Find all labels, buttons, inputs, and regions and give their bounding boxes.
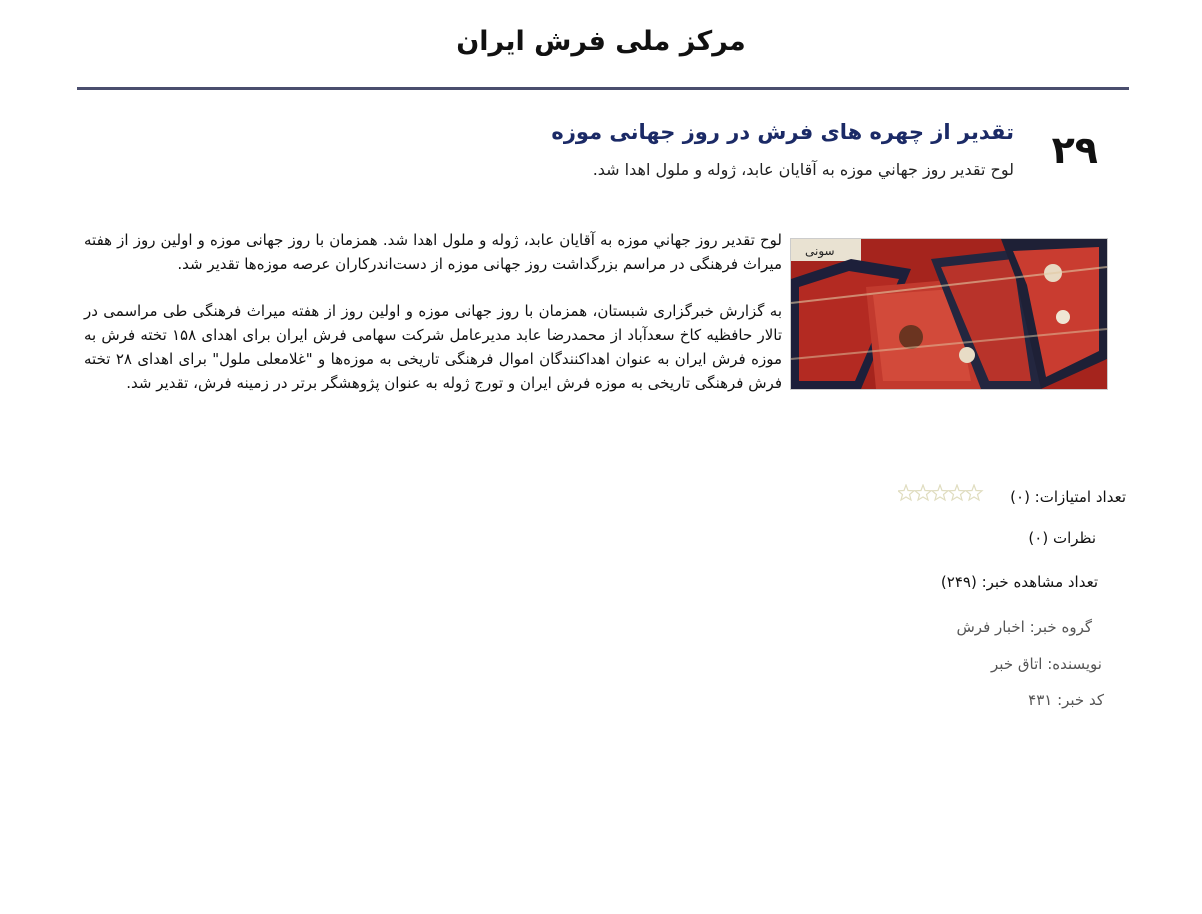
svg-text:ﺳﻮﻧﯽ: ﺳﻮﻧﯽ <box>805 244 835 258</box>
news-author: نویسنده: اتاق خبر <box>991 655 1102 673</box>
article-body <box>84 228 1112 418</box>
news-group: گروه خبر: اخبار فرش <box>956 618 1092 636</box>
article-paragraph-1: لوح تقدیر روز جهاني موزه به آقایان عابد، ژوله و ملول اهدا شد. همزمان با روز جهانی موزه و اولین روز از هفته میراث فرهنگی در مراسم بزرگداشت روز جهانی موزه از دست‌اندرکاران عرصه موزه‌ها تقدیر شد. <box>84 231 782 273</box>
news-code: کد خبر: ۴۳۱ <box>1028 691 1104 709</box>
star-icon <box>932 485 948 500</box>
site-title: مرکز ملی فرش ایران <box>456 26 746 57</box>
image-spacer <box>782 228 1112 396</box>
star-icon <box>898 485 914 500</box>
ratings-count: تعداد امتیازات: (۰) <box>1010 488 1126 506</box>
article-paragraph-2: به گزارش خبرگزاری شبستان، همزمان با روز جهانی موزه و اولین روز از هفته میراث فرهنگی طی مراسمی در تالار حافظیه کاخ سعدآباد از محمدرضا عابد مدیرعامل شرکت سهامی فرش ایران برای اهدای ۱۵۸ تخته فرش به موزه فرش ایران به عنوان اهداکنندگان اموال فرهنگی تاریخی به موزه‌ها و "غلامعلی ملول" برای اهدای ۲۸ تخته فرش فرهنگی تاریخی به موزه فرش ایران و تورج ژوله به عنوان پژوهشگر برتر در زمینه فرش، تقدیر شد. <box>84 302 782 392</box>
article-headline[interactable]: تقدیر از چهره های فرش در روز جهانی موزه <box>551 120 1014 144</box>
article-lead: لوح تقدیر روز جهاني موزه به آقایان عابد، ژوله و ملول اهدا شد. <box>592 160 1014 179</box>
star-icon <box>949 485 965 500</box>
page-number: ۲۹ <box>1051 128 1098 172</box>
views-count: تعداد مشاهده خبر: (۲۴۹) <box>940 573 1098 591</box>
star-icon <box>915 485 931 500</box>
header-divider <box>77 87 1129 90</box>
comments-link[interactable]: نظرات (۰) <box>1028 529 1096 547</box>
rating-stars[interactable] <box>898 484 984 502</box>
star-icon <box>966 485 982 500</box>
